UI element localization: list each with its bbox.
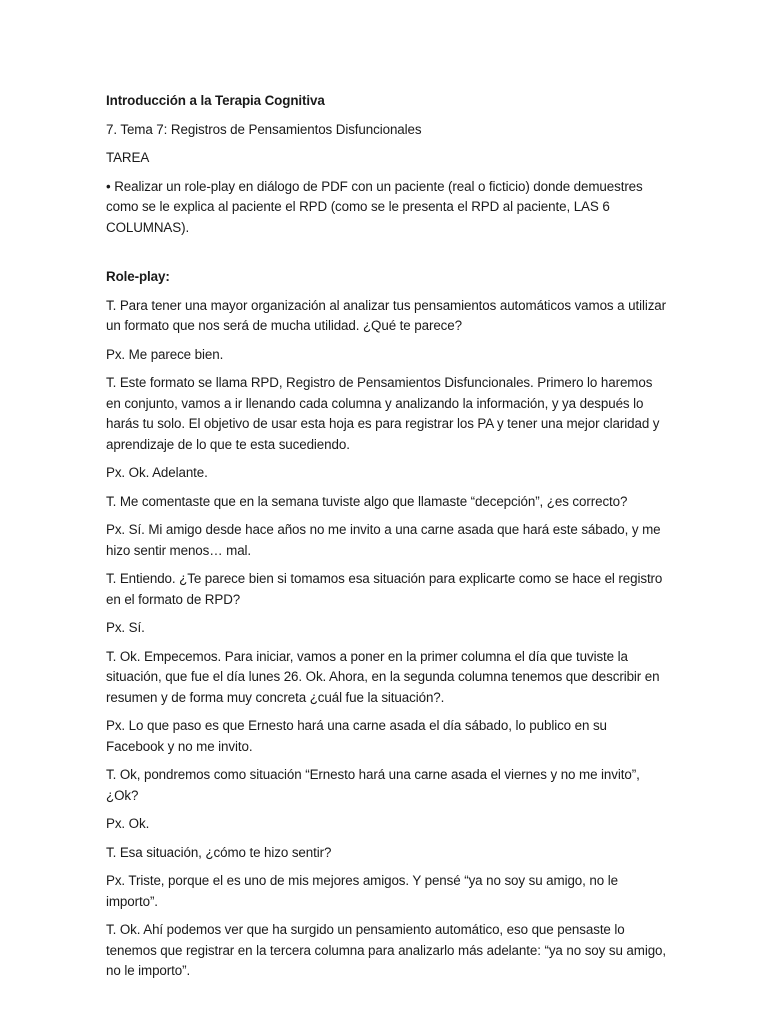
task-label: TAREA — [106, 150, 150, 165]
dialogue-line: T. Me comentaste que en la semana tuviste algo que llamaste “decepción”, ¿es correcto? — [106, 493, 628, 509]
dialogue-line: Px. Sí. Mi amigo desde hace años no me invito a una carne asada que hará este sábado, y me hizo sentir menos… mal. — [106, 522, 661, 558]
task-text: • Realizar un role-play en diálogo de PDF con un paciente (real o ficticio) donde demuestres como se le explica al paciente el RPD (como se le presenta el RPD al paciente, LAS 6 COLUMNAS). — [106, 178, 643, 235]
document-title: Introducción a la Terapia Cognitiva — [106, 93, 325, 108]
dialogue-line: Px. Ok. Adelante. — [106, 465, 208, 480]
section-heading: Role-play: — [106, 269, 170, 284]
dialogue-line: T. Para tener una mayor organización al analizar tus pensamientos automáticos vamos a utilizar un formato que nos será de mucha utilidad. ¿Qué te parece? — [106, 297, 666, 333]
dialogue-line: T. Entiendo. ¿Te parece bien si tomamos esa situación para explicarte como se hace el registro en el formato de RPD? — [106, 571, 663, 607]
dialogue-line: T. Ok. Ahí podemos ver que ha surgido un pensamiento automático, eso que pensaste lo tenemos que registrar en la tercera columna para analizarlo más adelante: “ya no soy su amigo, no le importo”. — [106, 922, 667, 978]
dialogue-line: Px. Ok. — [106, 816, 150, 831]
dialogue-line: Px. Sí. — [106, 620, 145, 635]
document-subtitle: 7. Tema 7: Registros de Pensamientos Disfuncionales — [106, 121, 422, 137]
dialogue-line: T. Ok, pondremos como situación “Ernesto hará una carne asada el viernes y no me invito”, ¿Ok? — [106, 767, 640, 803]
dialogue-line: Px. Triste, porque el es uno de mis mejores amigos. Y pensé “ya no soy su amigo, no le importo”. — [106, 873, 618, 909]
dialogue-line: Px. Lo que paso es que Ernesto hará una carne asada el día sábado, lo publico en su Facebook y no me invito. — [106, 718, 607, 754]
dialogue-line: Px. Me parece bien. — [106, 346, 224, 362]
dialogue-line: T. Ok. Empecemos. Para iniciar, vamos a poner en la primer columna el día que tuviste la situación, que fue el día lunes 26. Ok. Ahora, en la segunda columna tenemos que describir en resumen y de forma muy concreta ¿cuál fue la situación?. — [106, 648, 660, 705]
spacer — [106, 246, 668, 267]
dialogue-line: T. Este formato se llama RPD, Registro de Pensamientos Disfuncionales. Primero lo haremos en conjunto, vamos a ir llenando cada columna y analizando la información, y ya después lo harás tu solo. El objetivo de usar esta hoja es para registrar los PA y tener una mejor claridad y aprendizaje de lo que te esta sucediendo. — [106, 375, 660, 452]
dialogue-line: T. Esa situación, ¿cómo te hizo sentir? — [106, 844, 332, 860]
